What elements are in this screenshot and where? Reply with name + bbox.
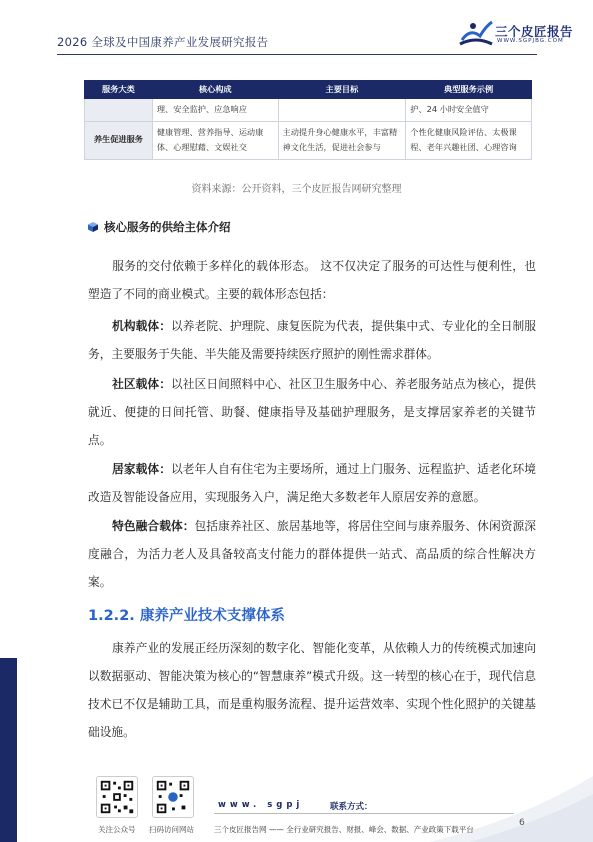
table-header-row [85, 81, 532, 99]
table-row [85, 99, 532, 122]
paragraph-text: 以养老院、护理院、康复医院为代表，提供集中式、专业化的全日制服务，主要服务于失能、半失能及需要持续医疗照护的刚性需求群体。 [88, 319, 536, 361]
table-cell: 健康管理、营养指导、运动康体、心理慰藉、文娱社交 [152, 121, 278, 159]
table-cell [85, 99, 153, 122]
table-cell [278, 99, 406, 122]
page-number: 6 [519, 818, 525, 828]
table-header: 核心构成 [152, 81, 278, 99]
table-header: 主要目标 [278, 81, 406, 99]
paragraph-label: 特色融合载体： [112, 519, 195, 533]
qr-code-icon[interactable] [152, 776, 194, 818]
left-accent-bar [0, 658, 17, 842]
qr-label: 扫码访问网站 [149, 825, 194, 834]
paragraph [88, 312, 536, 368]
table-row [85, 121, 532, 159]
header-title: 2026 全球及中国康养产业发展研究报告 [57, 35, 269, 49]
paragraph-label: 机构载体： [112, 319, 171, 333]
paragraph [88, 455, 536, 511]
paragraph-text: 服务的交付依赖于多样化的载体形态。 这不仅决定了服务的可达性与便利性，也塑造了不同的商业模式。主要的载体形态包括： [88, 259, 536, 301]
cube-icon [88, 222, 98, 232]
paragraph-text: 康养产业的发展正经历深刻的数字化、智能化变革，从依赖人力的传统模式加速向以数据驱动、智能决策为核心的“智慧康养”模式升级。这一转型的核心在于，现代信息技术已不仅是辅助工具，而是重构服务流程、提升运营效率、实现个性化照护的关键基础设施。 [88, 641, 536, 739]
footer-contact: 联系方式： [330, 802, 373, 812]
logo-url: WWW.SGPJBG.COM [497, 38, 564, 44]
qr-label: 关注公众号 [98, 825, 136, 834]
subsection-heading: 1.2.2. 康养产业技术支撑体系 [88, 608, 285, 624]
paragraph-label: 社区载体： [112, 377, 171, 391]
footer-divider [214, 813, 514, 814]
paragraph-text: 包括康养社区、旅居基地等，将居住空间与康养服务、休闲资源深度融合，为活力老人及具备较高支付能力的群体提供一站式、高品质的综合性解决方案。 [88, 519, 536, 589]
logo-text: 三个皮匠报告 [495, 24, 574, 39]
paragraph [88, 512, 536, 596]
footer-description: 三个皮匠报告网 —— 全行业研究报告、财报、峰会、数据、产业政策下载平台 [214, 825, 474, 834]
footer-url[interactable]: www. sgpj [218, 800, 304, 810]
table-cell: 养生促进服务 [85, 121, 153, 159]
paragraph-label: 居家载体： [112, 462, 171, 476]
paragraph [88, 252, 536, 308]
service-table [84, 80, 532, 160]
header-divider [57, 54, 537, 55]
table-header: 服务大类 [85, 81, 153, 99]
table-cell: 个性化健康风险评估、太极课程、老年兴趣社团、心理咨询 [406, 121, 532, 159]
paragraph [88, 634, 536, 746]
section-title: 核心服务的供给主体介绍 [104, 220, 231, 234]
source-note: 资料来源：公开资料，三个皮匠报告网研究整理 [191, 184, 402, 195]
table-cell: 理、安全监护、应急响应 [152, 99, 278, 122]
table-cell: 护、24 小时安全值守 [406, 99, 532, 122]
paragraph-text: 以老年人自有住宅为主要场所，通过上门服务、远程监护、适老化环境改造及智能设备应用，实现服务入户，满足绝大多数老年人原居安养的意愿。 [88, 462, 536, 504]
paragraph [88, 370, 536, 454]
table-cell: 主动提升身心健康水平，丰富精神文化生活，促进社会参与 [278, 121, 406, 159]
qr-code-icon[interactable] [96, 776, 138, 818]
table-header: 典型服务示例 [406, 81, 532, 99]
paragraph-text: 以社区日间照料中心、社区卫生服务中心、养老服务站点为核心，提供就近、便捷的日间托管、助餐、健康指导及基础护理服务，是支撑居家养老的关键节点。 [88, 377, 536, 447]
